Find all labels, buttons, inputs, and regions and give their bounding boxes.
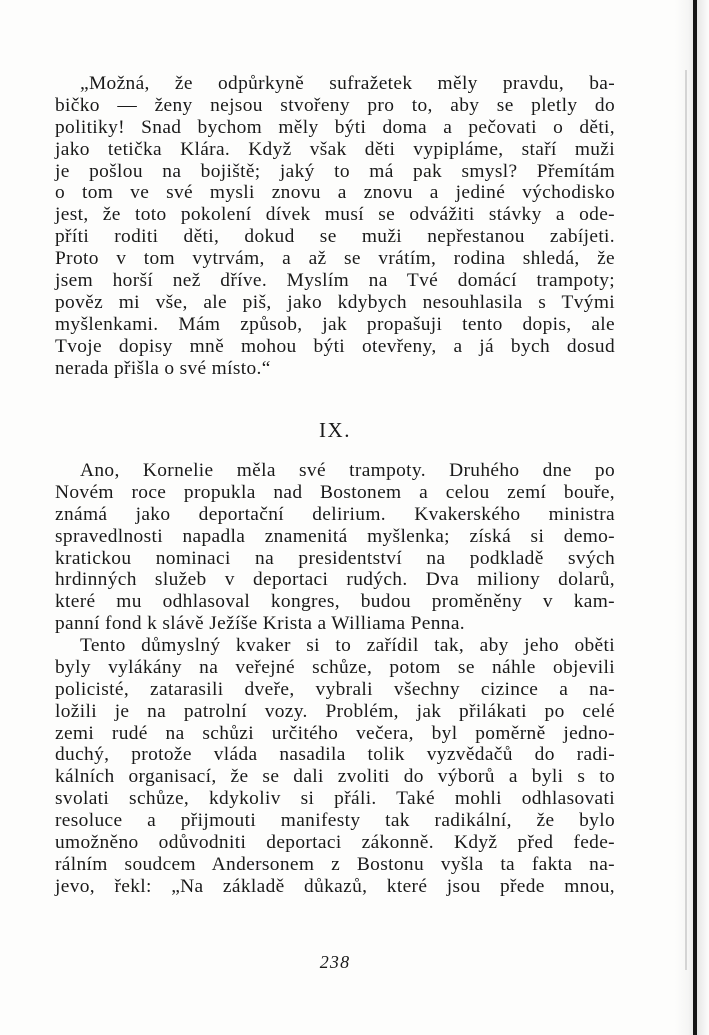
text-line: Ano, Kornelie měla své trampoty. Druhého dne po: [80, 460, 615, 481]
binding-shadow: [675, 0, 709, 1035]
text-line: Tvoje dopisy mně mohou býti otevřeny, a já bych dosud: [55, 335, 615, 357]
text-line: svolati schůze, kdykoliv si přáli. Také mohli odhlasovati: [55, 788, 615, 810]
text-line: jest, že toto pokolení dívek musí se odvážiti stávky a ode-: [55, 204, 615, 226]
text-line: nerada přišla o své místo.“: [55, 357, 271, 379]
paragraph-two: [55, 635, 615, 898]
text-line: Tento důmyslný kvaker si to zařídil tak, aby jeho oběti: [80, 635, 615, 656]
text-line: příti roditi děti, dokud se muži nepřestanou zabíjeti.: [55, 226, 615, 248]
text-line: jsem horší než dříve. Myslím na Tvé domácí trampoty;: [55, 270, 615, 292]
text-line: kálních organisací, že se dali zvoliti do výborů a byli s to: [55, 766, 615, 788]
text-line: myšlenkami. Mám způsob, jak propašuji tento dopis, ale: [55, 313, 615, 335]
paragraph-one: [55, 460, 615, 635]
letter-paragraph: [55, 73, 615, 379]
text-line: ložili je na patrolní vozy. Problém, jak přilákati po celé: [55, 700, 615, 722]
text-line: je pošlou na bojiště; jaký to má pak smysl? Přemítám: [55, 160, 615, 182]
text-line: kratickou nominaci na presidentství na podkladě svých: [55, 547, 615, 569]
page-fold-line: [685, 70, 687, 970]
text-line: politiky! Snad bychom měly býti doma a pečovati o děti,: [55, 116, 615, 138]
binding-edge: [693, 0, 697, 1035]
text-line: „Možná, že odpůrkyně sufražetek měly pravdu, ba-: [80, 73, 615, 94]
text-line: byly vylákány na veřejné schůze, potom se náhle objevili: [55, 656, 615, 678]
text-line: spravedlnosti napadla znamenitá myšlenka; získá si demo-: [55, 525, 615, 547]
text-line: známá jako deportační delirium. Kvakerského ministra: [55, 503, 615, 525]
text-line: hrdinných služeb v deportaci rudých. Dva miliony dolarů,: [55, 569, 615, 591]
text-line: panní fond k slávě Ježíše Krista a Williama Penna.: [55, 613, 465, 635]
text-line: umožněno odůvodniti deportaci zákonně. Když před fede-: [55, 832, 615, 854]
text-line: bičko — ženy nejsou stvořeny pro to, aby se pletly do: [55, 94, 615, 116]
text-line: pověz mi vše, ale piš, jako kdybych nesouhlasila s Tvými: [55, 291, 615, 313]
text-line: resoluce a přijmouti manifesty tak radikální, že bylo: [55, 810, 615, 832]
text-line: duchý, protože vláda nasadila tolik vyzvědačů do radi-: [55, 744, 615, 766]
text-line: Proto v tom vytrvám, a až se vrátím, rodina shledá, že: [55, 248, 615, 270]
chapter-heading: IX.: [319, 418, 351, 442]
text-line: o tom ve své mysli znovu a znovu a jediné východisko: [55, 182, 615, 204]
text-line: které mu odhlasoval kongres, budou proměněny v kam-: [55, 591, 615, 613]
page-number: 238: [319, 952, 351, 972]
text-line: zemi rudé na schůzi určitého večera, byl poměrně jedno-: [55, 722, 615, 744]
text-line: jevo, řekl: „Na základě důkazů, které jsou přede mnou,: [55, 875, 615, 897]
text-line: policisté, zatarasili dveře, vybrali všechny cizince a na-: [55, 678, 615, 700]
text-line: Novém roce propukla nad Bostonem a celou zemí bouře,: [55, 481, 615, 503]
text-line: rálním soudcem Andersonem z Bostonu vyšla ta fakta na-: [55, 853, 615, 875]
text-line: jako tetička Klára. Když však děti vypipláme, staří muži: [55, 138, 615, 160]
